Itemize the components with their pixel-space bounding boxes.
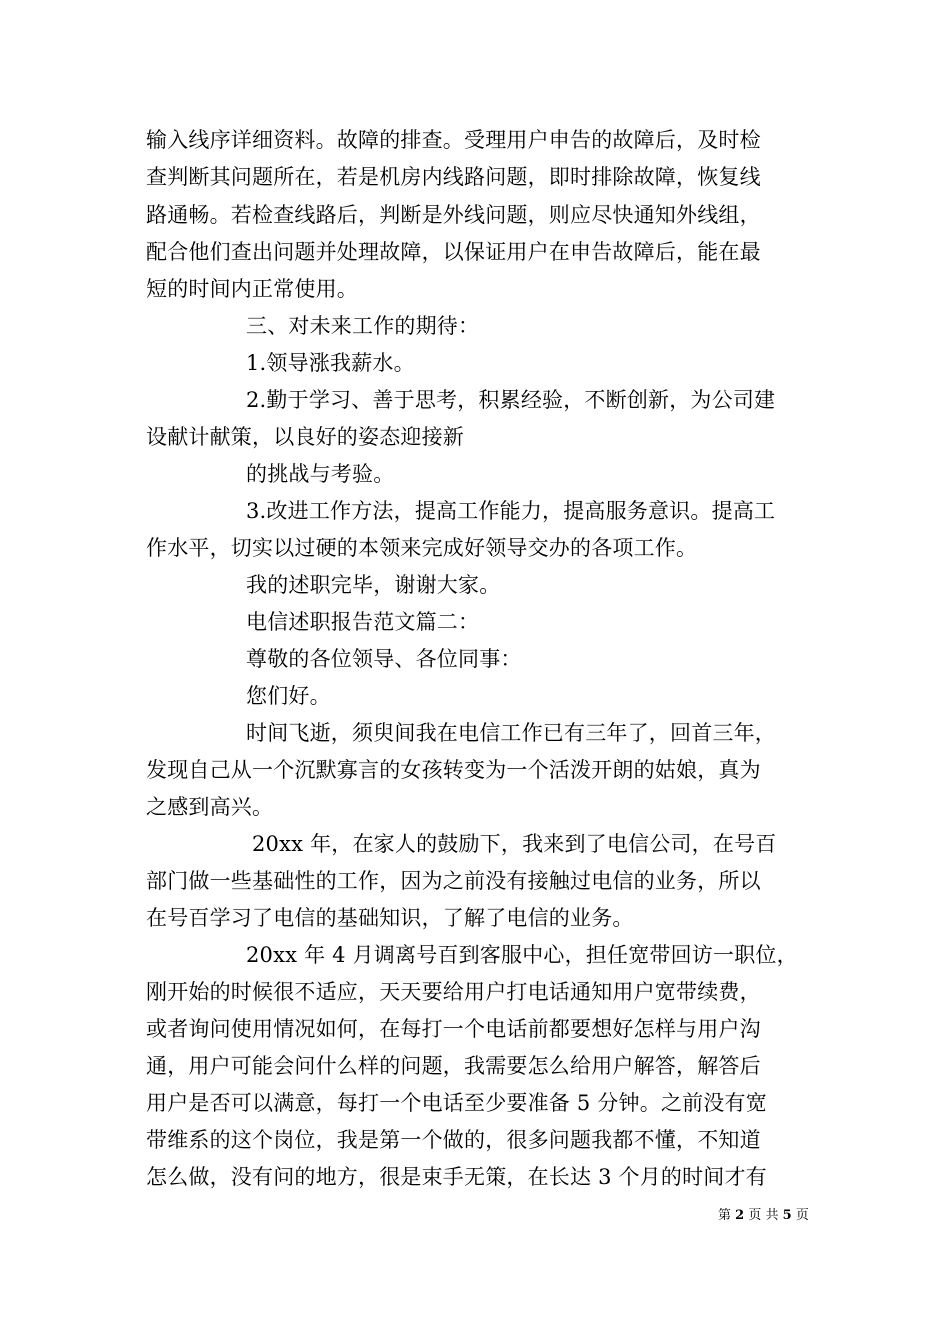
text-line: 20xx 年，在家人的鼓励下，我来到了电信公司，在号百 [252, 832, 777, 856]
text-line: 的挑战与考验。 [246, 462, 395, 486]
list-item: 2.勤于学习、善于思考，积累经验，不断创新，为公司建 [246, 388, 776, 412]
text-line: 通，用户可能会问什么样的问题，我需要怎么给用户解答，解答后 [146, 1054, 761, 1078]
text-line: 20xx 年 4 月调离号百到客服中心，担任宽带回访一职位， [246, 943, 798, 967]
salutation: 尊敬的各位领导、各位同事： [246, 647, 522, 671]
text-line: 怎么做，没有问的地方，很是束手无策，在长达 3 个月的时间才有 [146, 1165, 767, 1189]
text-line: 作水平，切实以过硬的本领来完成好领导交办的各项工作。 [146, 536, 698, 560]
text-line: 之感到高兴。 [146, 795, 274, 819]
page-footer [718, 1208, 809, 1224]
total-page-number: 5 [782, 1208, 792, 1223]
text-line: 配合他们查出问题并处理故障，以保证用户在申告故障后，能在最 [146, 240, 761, 264]
footer-middle: 页 共 [748, 1208, 779, 1223]
current-page-number: 2 [735, 1208, 745, 1223]
text-line: 设献计献策，以良好的姿态迎接新 [146, 425, 464, 449]
text-line: 用户是否可以满意，每打一个电话至少要准备 5 分钟。之前没有宽 [146, 1091, 767, 1115]
text-line: 带维系的这个岗位，我是第一个做的，很多问题我都不懂，不知道 [146, 1128, 761, 1152]
text-line: 查判断其问题所在，若是机房内线路问题，即时排除故障，恢复线 [146, 165, 761, 189]
section-heading: 三、对未来工作的期待： [246, 314, 480, 338]
footer-suffix: 页 [795, 1208, 809, 1223]
text-line: 路通畅。若检查线路后，判断是外线问题，则应尽快通知外线组， [146, 203, 761, 227]
text-line: 或者询问使用情况如何，在每打一个电话前都要想好怎样与用户沟 [146, 1017, 761, 1041]
text-line: 发现自己从一个沉默寡言的女孩转变为一个活泼开朗的姑娘，真为 [146, 758, 761, 782]
list-item: 1.领导涨我薪水。 [246, 351, 415, 375]
text-line: 时间飞逝，须臾间我在电信工作已有三年了，回首三年， [246, 721, 776, 745]
greeting: 您们好。 [246, 684, 331, 708]
list-item: 3.改进工作方法，提高工作能力，提高服务意识。提高工 [246, 499, 776, 523]
text-line: 我的述职完毕，谢谢大家。 [246, 573, 501, 597]
text-line: 输入线序详细资料。故障的排查。受理用户申告的故障后，及时检 [146, 128, 761, 152]
section-title: 电信述职报告范文篇二： [246, 610, 480, 634]
text-line: 在号百学习了电信的基础知识，了解了电信的业务。 [146, 906, 634, 930]
text-line: 刚开始的时候很不适应，天天要给用户打电话通知用户宽带续费， [146, 980, 761, 1004]
footer-prefix: 第 [718, 1208, 732, 1223]
text-line: 部门做一些基础性的工作，因为之前没有接触过电信的业务，所以 [146, 869, 761, 893]
text-line: 短的时间内正常使用。 [146, 277, 358, 301]
